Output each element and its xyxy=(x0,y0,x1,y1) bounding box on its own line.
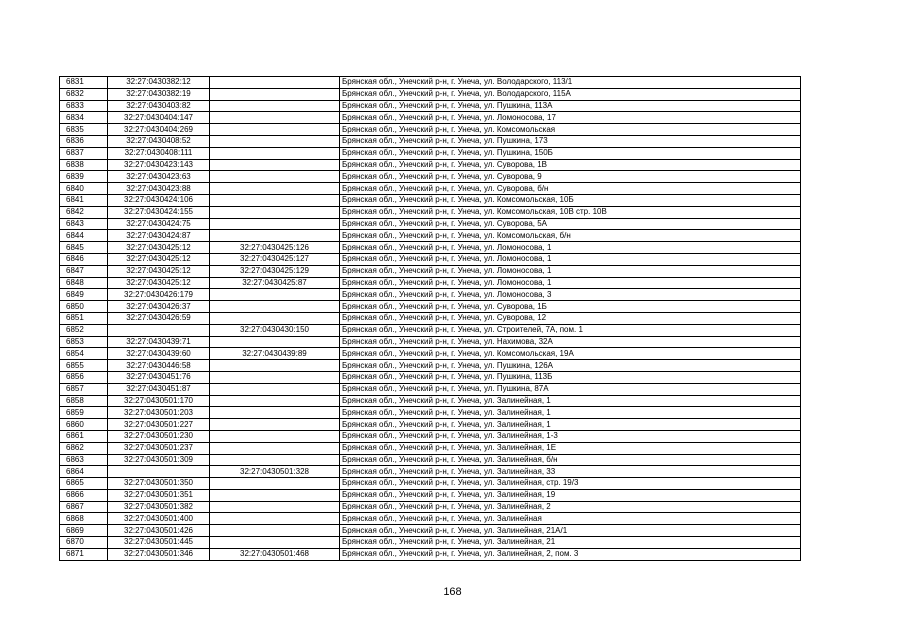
building-cadastral-number-cell xyxy=(210,454,340,466)
building-cadastral-number-cell: 32:27:0430425:87 xyxy=(210,277,340,289)
building-cadastral-number-cell xyxy=(210,124,340,136)
address-cell: Брянская обл., Унечский р-н, г. Унеча, ул. Суворова, 1В xyxy=(340,159,801,171)
table-row xyxy=(60,147,801,159)
address-cell: Брянская обл., Унечский р-н, г. Унеча, ул. Залинейная, 1 xyxy=(340,395,801,407)
cadastral-number-cell: 32:27:0430424:75 xyxy=(108,218,210,230)
table-row xyxy=(60,324,801,336)
building-cadastral-number-cell xyxy=(210,478,340,490)
row-number-cell: 6864 xyxy=(60,466,108,478)
cadastral-number-cell xyxy=(108,466,210,478)
table-row xyxy=(60,430,801,442)
address-cell: Брянская обл., Унечский р-н, г. Унеча, ул. Залинейная xyxy=(340,513,801,525)
table-row xyxy=(60,312,801,324)
building-cadastral-number-cell xyxy=(210,135,340,147)
building-cadastral-number-cell: 32:27:0430430:150 xyxy=(210,324,340,336)
building-cadastral-number-cell xyxy=(210,489,340,501)
row-number-cell: 6838 xyxy=(60,159,108,171)
row-number-cell: 6842 xyxy=(60,206,108,218)
building-cadastral-number-cell xyxy=(210,419,340,431)
table-row xyxy=(60,277,801,289)
registry-table xyxy=(59,76,801,561)
cadastral-number-cell: 32:27:0430403:82 xyxy=(108,100,210,112)
table-row xyxy=(60,395,801,407)
building-cadastral-number-cell xyxy=(210,360,340,372)
cadastral-number-cell: 32:27:0430426:37 xyxy=(108,301,210,313)
table-row xyxy=(60,336,801,348)
building-cadastral-number-cell xyxy=(210,301,340,313)
cadastral-number-cell: 32:27:0430501:309 xyxy=(108,454,210,466)
table-row xyxy=(60,348,801,360)
row-number-cell: 6868 xyxy=(60,513,108,525)
cadastral-number-cell: 32:27:0430451:76 xyxy=(108,371,210,383)
table-row xyxy=(60,253,801,265)
cadastral-number-cell: 32:27:0430425:12 xyxy=(108,265,210,277)
table-row xyxy=(60,419,801,431)
row-number-cell: 6860 xyxy=(60,419,108,431)
building-cadastral-number-cell xyxy=(210,194,340,206)
address-cell: Брянская обл., Унечский р-н, г. Унеча, ул. Комсомольская xyxy=(340,124,801,136)
building-cadastral-number-cell xyxy=(210,218,340,230)
table-row xyxy=(60,265,801,277)
cadastral-number-cell: 32:27:0430382:19 xyxy=(108,88,210,100)
row-number-cell: 6837 xyxy=(60,147,108,159)
cadastral-number-cell: 32:27:0430501:230 xyxy=(108,430,210,442)
address-cell: Брянская обл., Унечский р-н, г. Унеча, ул. Суворова, 9 xyxy=(340,171,801,183)
cadastral-number-cell: 32:27:0430425:12 xyxy=(108,253,210,265)
row-number-cell: 6862 xyxy=(60,442,108,454)
building-cadastral-number-cell xyxy=(210,100,340,112)
cadastral-number-cell: 32:27:0430423:143 xyxy=(108,159,210,171)
building-cadastral-number-cell xyxy=(210,88,340,100)
address-cell: Брянская обл., Унечский р-н, г. Унеча, ул. Залинейная, б/н xyxy=(340,454,801,466)
table-row xyxy=(60,383,801,395)
cadastral-number-cell: 32:27:0430451:87 xyxy=(108,383,210,395)
row-number-cell: 6836 xyxy=(60,135,108,147)
table-row xyxy=(60,537,801,549)
row-number-cell: 6831 xyxy=(60,77,108,89)
table-row xyxy=(60,88,801,100)
table-row xyxy=(60,513,801,525)
cadastral-number-cell: 32:27:0430501:382 xyxy=(108,501,210,513)
table-row xyxy=(60,407,801,419)
cadastral-number-cell: 32:27:0430382:12 xyxy=(108,77,210,89)
address-cell: Брянская обл., Унечский р-н, г. Унеча, ул. Ломоносова, 17 xyxy=(340,112,801,124)
address-cell: Брянская обл., Унечский р-н, г. Унеча, ул. Суворова, 5А xyxy=(340,218,801,230)
row-number-cell: 6844 xyxy=(60,230,108,242)
row-number-cell: 6832 xyxy=(60,88,108,100)
building-cadastral-number-cell xyxy=(210,383,340,395)
address-cell: Брянская обл., Унечский р-н, г. Унеча, ул. Пушкина, 173 xyxy=(340,135,801,147)
building-cadastral-number-cell: 32:27:0430439:89 xyxy=(210,348,340,360)
row-number-cell: 6849 xyxy=(60,289,108,301)
table-row xyxy=(60,289,801,301)
row-number-cell: 6856 xyxy=(60,371,108,383)
row-number-cell: 6833 xyxy=(60,100,108,112)
table-row xyxy=(60,230,801,242)
table-row xyxy=(60,548,801,560)
row-number-cell: 6847 xyxy=(60,265,108,277)
row-number-cell: 6867 xyxy=(60,501,108,513)
address-cell: Брянская обл., Унечский р-н, г. Унеча, ул. Залинейная, 2, пом. 3 xyxy=(340,548,801,560)
cadastral-number-cell: 32:27:0430424:155 xyxy=(108,206,210,218)
building-cadastral-number-cell xyxy=(210,289,340,301)
building-cadastral-number-cell xyxy=(210,513,340,525)
address-cell: Брянская обл., Унечский р-н, г. Унеча, ул. Володарского, 115А xyxy=(340,88,801,100)
building-cadastral-number-cell xyxy=(210,206,340,218)
row-number-cell: 6865 xyxy=(60,478,108,490)
address-cell: Брянская обл., Унечский р-н, г. Унеча, ул. Залинейная, 1 xyxy=(340,407,801,419)
table-row xyxy=(60,194,801,206)
building-cadastral-number-cell xyxy=(210,395,340,407)
address-cell: Брянская обл., Унечский р-н, г. Унеча, ул. Комсомольская, б/н xyxy=(340,230,801,242)
address-cell: Брянская обл., Унечский р-н, г. Унеча, ул. Пушкина, 150Б xyxy=(340,147,801,159)
address-cell: Брянская обл., Унечский р-н, г. Унеча, ул. Ломоносова, 1 xyxy=(340,277,801,289)
address-cell: Брянская обл., Унечский р-н, г. Унеча, ул. Пушкина, 113Б xyxy=(340,371,801,383)
cadastral-number-cell: 32:27:0430423:88 xyxy=(108,183,210,195)
building-cadastral-number-cell xyxy=(210,183,340,195)
address-cell: Брянская обл., Унечский р-н, г. Унеча, ул. Залинейная, 33 xyxy=(340,466,801,478)
address-cell: Брянская обл., Унечский р-н, г. Унеча, ул. Комсомольская, 10В стр. 10В xyxy=(340,206,801,218)
row-number-cell: 6861 xyxy=(60,430,108,442)
address-cell: Брянская обл., Унечский р-н, г. Унеча, ул. Суворова, 12 xyxy=(340,312,801,324)
building-cadastral-number-cell xyxy=(210,159,340,171)
cadastral-number-cell: 32:27:0430439:60 xyxy=(108,348,210,360)
table-row xyxy=(60,371,801,383)
address-cell: Брянская обл., Унечский р-н, г. Унеча, ул. Залинейная, 1-3 xyxy=(340,430,801,442)
building-cadastral-number-cell xyxy=(210,371,340,383)
table-row xyxy=(60,183,801,195)
page-number: 168 xyxy=(443,586,462,598)
building-cadastral-number-cell xyxy=(210,442,340,454)
row-number-cell: 6851 xyxy=(60,312,108,324)
table-row xyxy=(60,218,801,230)
row-number-cell: 6853 xyxy=(60,336,108,348)
address-cell: Брянская обл., Унечский р-н, г. Унеча, ул. Залинейная, стр. 19/3 xyxy=(340,478,801,490)
table-row xyxy=(60,242,801,254)
row-number-cell: 6855 xyxy=(60,360,108,372)
table-row xyxy=(60,301,801,313)
building-cadastral-number-cell xyxy=(210,525,340,537)
address-cell: Брянская обл., Унечский р-н, г. Унеча, ул. Залинейная, 19 xyxy=(340,489,801,501)
cadastral-number-cell: 32:27:0430446:58 xyxy=(108,360,210,372)
cadastral-number-cell: 32:27:0430424:106 xyxy=(108,194,210,206)
address-cell: Брянская обл., Унечский р-н, г. Унеча, ул. Пушкина, 87А xyxy=(340,383,801,395)
address-cell: Брянская обл., Унечский р-н, г. Унеча, ул. Ломоносова, 1 xyxy=(340,253,801,265)
building-cadastral-number-cell xyxy=(210,430,340,442)
building-cadastral-number-cell: 32:27:0430501:328 xyxy=(210,466,340,478)
row-number-cell: 6841 xyxy=(60,194,108,206)
table-row xyxy=(60,135,801,147)
cadastral-number-cell: 32:27:0430501:426 xyxy=(108,525,210,537)
row-number-cell: 6846 xyxy=(60,253,108,265)
row-number-cell: 6866 xyxy=(60,489,108,501)
row-number-cell: 6858 xyxy=(60,395,108,407)
row-number-cell: 6863 xyxy=(60,454,108,466)
row-number-cell: 6834 xyxy=(60,112,108,124)
address-cell: Брянская обл., Унечский р-н, г. Унеча, ул. Строителей, 7А, пом. 1 xyxy=(340,324,801,336)
cadastral-number-cell: 32:27:0430501:237 xyxy=(108,442,210,454)
address-cell: Брянская обл., Унечский р-н, г. Унеча, ул. Пушкина, 113А xyxy=(340,100,801,112)
building-cadastral-number-cell xyxy=(210,171,340,183)
address-cell: Брянская обл., Унечский р-н, г. Унеча, ул. Залинейная, 1 xyxy=(340,419,801,431)
building-cadastral-number-cell: 32:27:0430425:127 xyxy=(210,253,340,265)
table-row xyxy=(60,501,801,513)
cadastral-number-cell: 32:27:0430426:59 xyxy=(108,312,210,324)
cadastral-number-cell: 32:27:0430408:111 xyxy=(108,147,210,159)
address-cell: Брянская обл., Унечский р-н, г. Унеча, ул. Залинейная, 1Е xyxy=(340,442,801,454)
building-cadastral-number-cell: 32:27:0430425:129 xyxy=(210,265,340,277)
table-row xyxy=(60,77,801,89)
table-row xyxy=(60,206,801,218)
address-cell: Брянская обл., Унечский р-н, г. Унеча, ул. Суворова, 1Б xyxy=(340,301,801,313)
address-cell: Брянская обл., Унечский р-н, г. Унеча, ул. Ломоносова, 3 xyxy=(340,289,801,301)
row-number-cell: 6852 xyxy=(60,324,108,336)
address-cell: Брянская обл., Унечский р-н, г. Унеча, ул. Комсомольская, 19А xyxy=(340,348,801,360)
row-number-cell: 6843 xyxy=(60,218,108,230)
building-cadastral-number-cell xyxy=(210,537,340,549)
building-cadastral-number-cell: 32:27:0430425:126 xyxy=(210,242,340,254)
address-cell: Брянская обл., Унечский р-н, г. Унеча, ул. Ломоносова, 1 xyxy=(340,265,801,277)
row-number-cell: 6854 xyxy=(60,348,108,360)
building-cadastral-number-cell xyxy=(210,112,340,124)
cadastral-number-cell: 32:27:0430425:12 xyxy=(108,242,210,254)
cadastral-number-cell: 32:27:0430501:350 xyxy=(108,478,210,490)
row-number-cell: 6845 xyxy=(60,242,108,254)
table-row xyxy=(60,466,801,478)
row-number-cell: 6871 xyxy=(60,548,108,560)
table-row xyxy=(60,525,801,537)
cadastral-number-cell: 32:27:0430426:179 xyxy=(108,289,210,301)
registry-table-body xyxy=(60,77,801,561)
cadastral-number-cell: 32:27:0430501:170 xyxy=(108,395,210,407)
cadastral-number-cell: 32:27:0430501:203 xyxy=(108,407,210,419)
table-row xyxy=(60,478,801,490)
table-row xyxy=(60,100,801,112)
building-cadastral-number-cell xyxy=(210,312,340,324)
cadastral-number-cell: 32:27:0430404:147 xyxy=(108,112,210,124)
table-row xyxy=(60,171,801,183)
cadastral-number-cell: 32:27:0430501:227 xyxy=(108,419,210,431)
row-number-cell: 6857 xyxy=(60,383,108,395)
address-cell: Брянская обл., Унечский р-н, г. Унеча, ул. Володарского, 113/1 xyxy=(340,77,801,89)
address-cell: Брянская обл., Унечский р-н, г. Унеча, ул. Залинейная, 2 xyxy=(340,501,801,513)
row-number-cell: 6835 xyxy=(60,124,108,136)
row-number-cell: 6839 xyxy=(60,171,108,183)
building-cadastral-number-cell xyxy=(210,230,340,242)
cadastral-number-cell: 32:27:0430501:351 xyxy=(108,489,210,501)
building-cadastral-number-cell xyxy=(210,336,340,348)
address-cell: Брянская обл., Унечский р-н, г. Унеча, ул. Ломоносова, 1 xyxy=(340,242,801,254)
address-cell: Брянская обл., Унечский р-н, г. Унеча, ул. Комсомольская, 10Б xyxy=(340,194,801,206)
address-cell: Брянская обл., Унечский р-н, г. Унеча, ул. Суворова, б/н xyxy=(340,183,801,195)
cadastral-number-cell: 32:27:0430425:12 xyxy=(108,277,210,289)
cadastral-number-cell: 32:27:0430423:63 xyxy=(108,171,210,183)
table-row xyxy=(60,489,801,501)
building-cadastral-number-cell xyxy=(210,407,340,419)
table-row xyxy=(60,442,801,454)
row-number-cell: 6840 xyxy=(60,183,108,195)
cadastral-number-cell: 32:27:0430501:400 xyxy=(108,513,210,525)
building-cadastral-number-cell xyxy=(210,77,340,89)
building-cadastral-number-cell: 32:27:0430501:468 xyxy=(210,548,340,560)
table-row xyxy=(60,360,801,372)
address-cell: Брянская обл., Унечский р-н, г. Унеча, ул. Залинейная, 21А/1 xyxy=(340,525,801,537)
building-cadastral-number-cell xyxy=(210,501,340,513)
row-number-cell: 6859 xyxy=(60,407,108,419)
cadastral-number-cell: 32:27:0430424:87 xyxy=(108,230,210,242)
cadastral-number-cell: 32:27:0430501:346 xyxy=(108,548,210,560)
address-cell: Брянская обл., Унечский р-н, г. Унеча, ул. Пушкина, 126А xyxy=(340,360,801,372)
cadastral-number-cell: 32:27:0430439:71 xyxy=(108,336,210,348)
table-row xyxy=(60,159,801,171)
row-number-cell: 6848 xyxy=(60,277,108,289)
address-cell: Брянская обл., Унечский р-н, г. Унеча, ул. Нахимова, 32А xyxy=(340,336,801,348)
address-cell: Брянская обл., Унечский р-н, г. Унеча, ул. Залинейная, 21 xyxy=(340,537,801,549)
table-row xyxy=(60,454,801,466)
cadastral-number-cell: 32:27:0430404:269 xyxy=(108,124,210,136)
row-number-cell: 6850 xyxy=(60,301,108,313)
table-row xyxy=(60,112,801,124)
cadastral-number-cell: 32:27:0430501:445 xyxy=(108,537,210,549)
building-cadastral-number-cell xyxy=(210,147,340,159)
cadastral-number-cell: 32:27:0430408:52 xyxy=(108,135,210,147)
table-row xyxy=(60,124,801,136)
row-number-cell: 6870 xyxy=(60,537,108,549)
row-number-cell: 6869 xyxy=(60,525,108,537)
cadastral-number-cell xyxy=(108,324,210,336)
